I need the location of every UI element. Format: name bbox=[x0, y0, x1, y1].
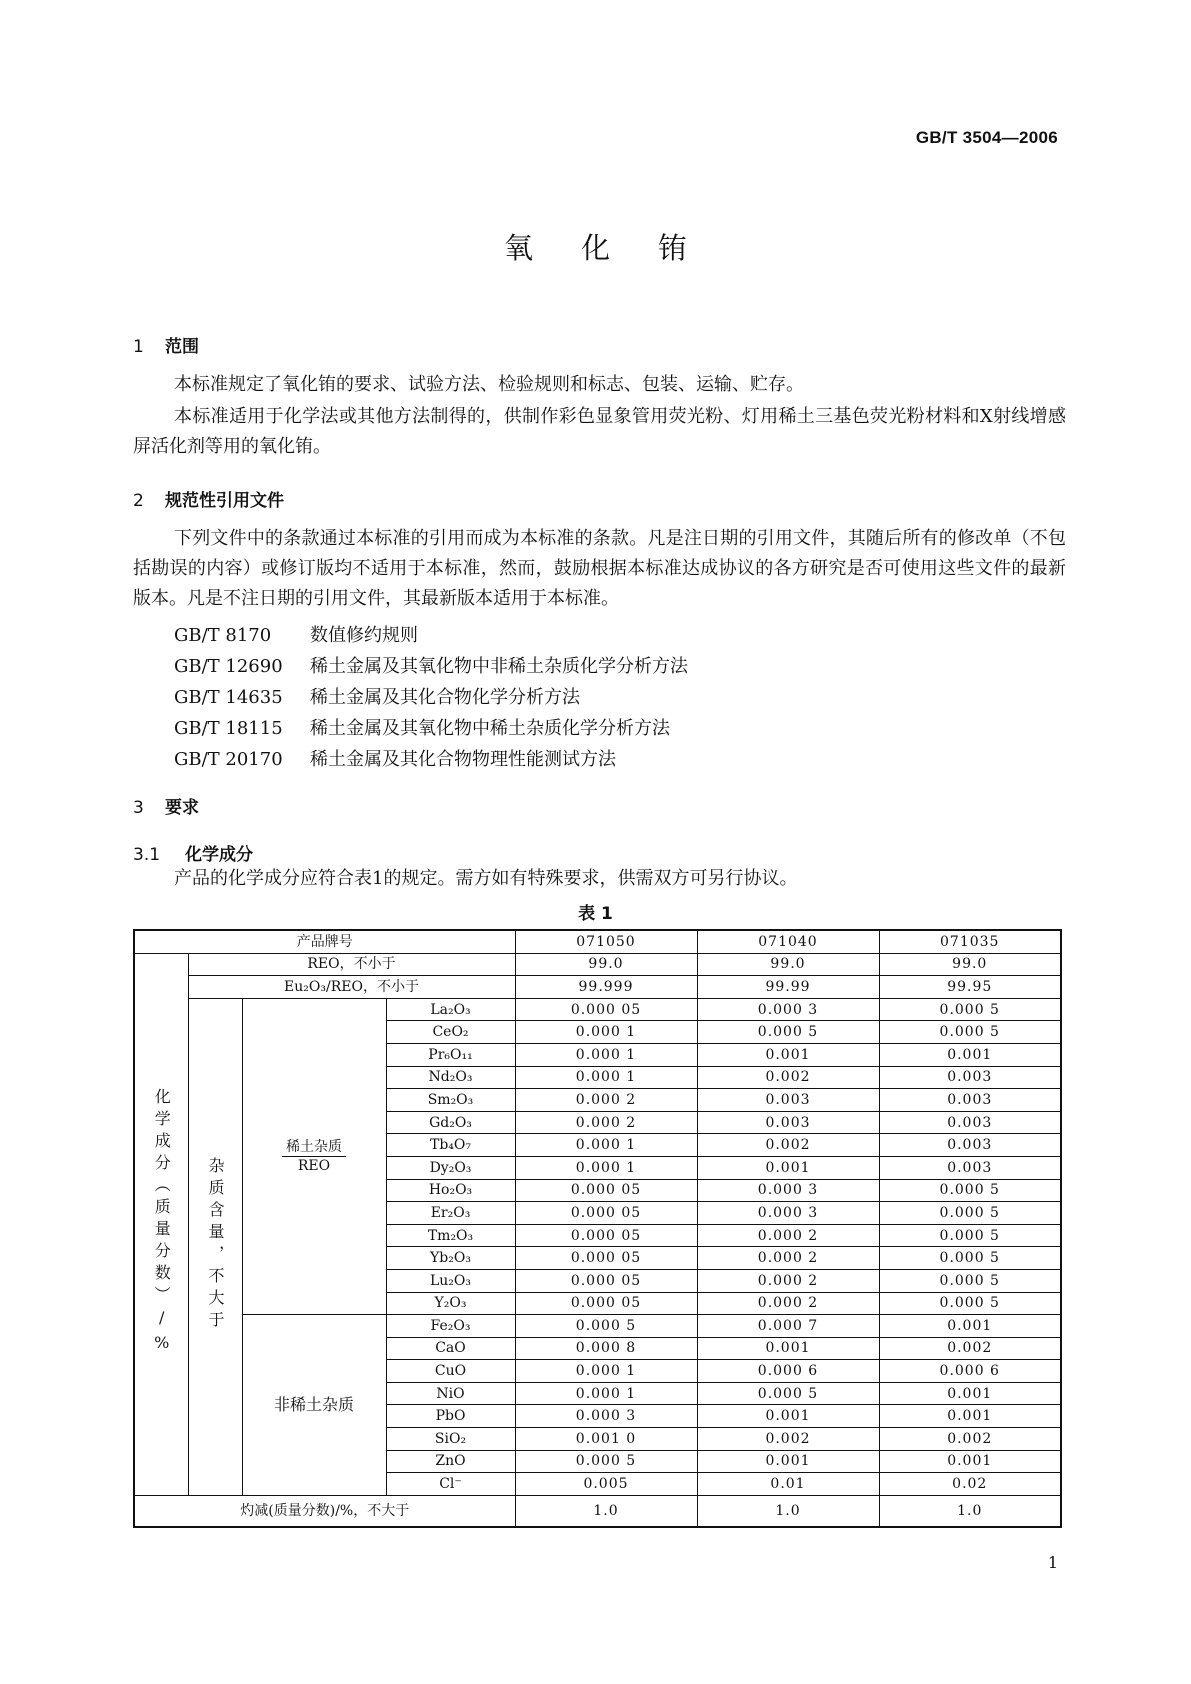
reference-name: 稀土金属及其化合物化学分析方法 bbox=[310, 687, 580, 708]
component-name: Pr₆O₁₁ bbox=[386, 1043, 515, 1066]
reference-item bbox=[174, 714, 670, 740]
row-label: 灼减(质量分数)/%，不大于 bbox=[134, 1495, 515, 1527]
section-title: 范围 bbox=[165, 337, 199, 357]
section-3-1-heading bbox=[133, 840, 253, 865]
table-cell: 0.000 1 bbox=[515, 1134, 697, 1157]
table-cell: 0.000 5 bbox=[879, 1292, 1061, 1315]
component-name: NiO bbox=[386, 1382, 515, 1405]
component-name: La₂O₃ bbox=[386, 998, 515, 1021]
grade-header: 071035 bbox=[879, 930, 1061, 953]
table-cell: 0.000 05 bbox=[515, 998, 697, 1021]
section-number: 3 bbox=[133, 798, 144, 818]
table-cell: 0.001 bbox=[879, 1405, 1061, 1428]
references-paragraph: 下列文件中的条款通过本标准的引用而成为本标准的条款。凡是注日期的引用文件，其随后所有的修改单（不包括勘误的内容）或修订版均不适用于本标准，然而，鼓励根据本标准达成协议的各方研究是否可使用这些文件的最新版本。凡是不注日期的引用文件，其最新版本适用于本标准。 bbox=[133, 528, 1066, 609]
component-name: Cl⁻ bbox=[386, 1473, 515, 1496]
component-name: Yb₂O₃ bbox=[386, 1247, 515, 1270]
grade-header: 071050 bbox=[515, 930, 697, 953]
table-cell: 0.000 05 bbox=[515, 1179, 697, 1202]
impurity-group-label bbox=[188, 998, 242, 1495]
brand-label: 产品牌号 bbox=[134, 930, 515, 953]
reference-name: 稀土金属及其化合物物理性能测试方法 bbox=[310, 749, 616, 770]
table-cell: 0.002 bbox=[697, 1428, 879, 1451]
table-cell: 0.001 bbox=[697, 1450, 879, 1473]
eu-formula: Eu₂O₃ bbox=[284, 978, 326, 995]
table-cell: 0.000 2 bbox=[697, 1292, 879, 1315]
table-cell: 0.02 bbox=[879, 1473, 1061, 1496]
component-name: Fe₂O₃ bbox=[386, 1315, 515, 1338]
table-cell: 99.99 bbox=[697, 976, 879, 999]
table-cell: 0.003 bbox=[697, 1089, 879, 1112]
row-label: REO，不小于 bbox=[188, 953, 515, 976]
component-name: CaO bbox=[386, 1337, 515, 1360]
component-name: CuO bbox=[386, 1360, 515, 1383]
table-caption: 表 1 bbox=[578, 904, 613, 924]
table-header-row bbox=[134, 930, 1061, 953]
table-cell: 0.003 bbox=[879, 1156, 1061, 1179]
chemical-composition-table bbox=[133, 929, 1062, 1528]
table-cell: 0.000 2 bbox=[515, 1111, 697, 1134]
table-cell: 0.000 3 bbox=[515, 1405, 697, 1428]
table-cell: 0.000 1 bbox=[515, 1156, 697, 1179]
table-row bbox=[134, 1315, 1061, 1338]
table-cell: 0.000 1 bbox=[515, 1043, 697, 1066]
non-rare-earth-impurity-label: 非稀土杂质 bbox=[242, 1315, 386, 1496]
reference-name: 稀土金属及其氧化物中非稀土杂质化学分析方法 bbox=[310, 656, 688, 677]
table-cell: 0.000 1 bbox=[515, 1066, 697, 1089]
chemical-composition-paragraph: 产品的化学成分应符合表1的规定。需方如有特殊要求，供需双方可另行协议。 bbox=[174, 868, 798, 889]
reference-code: GB/T 14635 bbox=[174, 687, 283, 708]
section-number: 1 bbox=[133, 337, 144, 357]
section-2-heading bbox=[133, 486, 284, 511]
table-cell: 0.01 bbox=[697, 1473, 879, 1496]
component-name: Tm₂O₃ bbox=[386, 1224, 515, 1247]
table-cell: 0.000 2 bbox=[697, 1247, 879, 1270]
table-cell: 0.005 bbox=[515, 1473, 697, 1496]
table-cell: 1.0 bbox=[879, 1495, 1061, 1527]
table-cell: 0.000 5 bbox=[515, 1450, 697, 1473]
composition-group-label bbox=[134, 953, 188, 1495]
table-cell: 0.000 5 bbox=[879, 1224, 1061, 1247]
table-cell: 0.001 bbox=[697, 1156, 879, 1179]
reference-item bbox=[174, 652, 688, 678]
table-cell: 0.000 05 bbox=[515, 1224, 697, 1247]
table-cell: 0.000 6 bbox=[879, 1360, 1061, 1383]
scope-paragraph-1: 本标准规定了氧化铕的要求、试验方法、检验规则和标志、包装、运输、贮存。 bbox=[174, 374, 804, 395]
table-row bbox=[134, 998, 1061, 1021]
table-cell: 0.000 1 bbox=[515, 1382, 697, 1405]
reference-code: GB/T 8170 bbox=[174, 625, 272, 646]
table-cell: 0.003 bbox=[879, 1111, 1061, 1134]
table-cell: 0.002 bbox=[697, 1066, 879, 1089]
table-cell: 0.000 5 bbox=[515, 1315, 697, 1338]
table-cell: 0.001 bbox=[879, 1450, 1061, 1473]
component-name: PbO bbox=[386, 1405, 515, 1428]
table-cell: 0.000 7 bbox=[697, 1315, 879, 1338]
section-title: 要求 bbox=[165, 798, 199, 818]
table-cell: 0.001 bbox=[879, 1315, 1061, 1338]
reference-item bbox=[174, 621, 418, 647]
table-cell: 0.000 5 bbox=[879, 1247, 1061, 1270]
section-title: 规范性引用文件 bbox=[165, 491, 284, 511]
document-title: 氧化铕 bbox=[503, 231, 735, 265]
table-cell: 0.000 3 bbox=[697, 1179, 879, 1202]
fraction-numerator: 稀土杂质 bbox=[282, 1140, 346, 1157]
table-cell: 0.003 bbox=[697, 1111, 879, 1134]
table-cell: 0.000 5 bbox=[879, 1269, 1061, 1292]
table-cell: 99.0 bbox=[515, 953, 697, 976]
section-number: 2 bbox=[133, 491, 144, 511]
table-cell: 0.001 0 bbox=[515, 1428, 697, 1451]
table-row bbox=[134, 953, 1061, 976]
component-name: Y₂O₃ bbox=[386, 1292, 515, 1315]
table-cell: 0.000 5 bbox=[879, 1021, 1061, 1044]
rare-earth-impurity-label bbox=[242, 998, 386, 1314]
component-name: CeO₂ bbox=[386, 1021, 515, 1044]
reference-code: GB/T 12690 bbox=[174, 656, 283, 677]
table-cell: 0.000 5 bbox=[879, 1179, 1061, 1202]
table-cell: 0.002 bbox=[697, 1134, 879, 1157]
reference-name: 稀土金属及其氧化物中稀土杂质化学分析方法 bbox=[310, 718, 670, 739]
table-cell: 0.002 bbox=[879, 1428, 1061, 1451]
table-cell: 0.000 5 bbox=[879, 1202, 1061, 1225]
fraction-denominator: REO bbox=[297, 1157, 331, 1174]
section-1-heading bbox=[133, 332, 199, 357]
table-cell: 0.001 bbox=[697, 1337, 879, 1360]
table-cell: 0.000 5 bbox=[697, 1382, 879, 1405]
table-cell: 0.003 bbox=[879, 1066, 1061, 1089]
component-name: Gd₂O₃ bbox=[386, 1111, 515, 1134]
table-cell: 0.000 2 bbox=[697, 1269, 879, 1292]
reference-name: 数值修约规则 bbox=[310, 625, 418, 646]
reference-code: GB/T 18115 bbox=[174, 718, 283, 739]
table-cell: 0.000 05 bbox=[515, 1202, 697, 1225]
grade-header: 071040 bbox=[697, 930, 879, 953]
scope-paragraph-2: 本标准适用于化学法或其他方法制得的，供制作彩色显象管用荧光粉、灯用稀土三基色荧光粉材料和X射线增感屏活化剂等用的氧化铕。 bbox=[133, 406, 1066, 457]
table-cell: 1.0 bbox=[697, 1495, 879, 1527]
table-cell: 0.000 1 bbox=[515, 1021, 697, 1044]
standard-code: GB/T 3504—2006 bbox=[915, 128, 1058, 147]
table-cell: 0.000 2 bbox=[515, 1089, 697, 1112]
component-name: Ho₂O₃ bbox=[386, 1179, 515, 1202]
composition-group-text: 化学成分（质量分数）/% bbox=[152, 1087, 172, 1358]
table-cell: 0.001 bbox=[879, 1043, 1061, 1066]
table-row bbox=[134, 976, 1061, 999]
reference-item bbox=[174, 683, 580, 709]
row-label bbox=[188, 976, 515, 999]
table-cell: 0.000 2 bbox=[697, 1224, 879, 1247]
section-number: 3.1 bbox=[133, 845, 161, 865]
component-name: Nd₂O₃ bbox=[386, 1066, 515, 1089]
table-row bbox=[134, 1495, 1061, 1527]
table-cell: 0.000 5 bbox=[697, 1021, 879, 1044]
reference-item bbox=[174, 745, 616, 771]
table-cell: 99.0 bbox=[697, 953, 879, 976]
table-cell: 0.000 1 bbox=[515, 1360, 697, 1383]
table-cell: 0.000 8 bbox=[515, 1337, 697, 1360]
component-name: Er₂O₃ bbox=[386, 1202, 515, 1225]
table-cell: 1.0 bbox=[515, 1495, 697, 1527]
component-name: SiO₂ bbox=[386, 1428, 515, 1451]
table-cell: 0.003 bbox=[879, 1134, 1061, 1157]
page-number: 1 bbox=[1047, 1553, 1058, 1572]
table-cell: 99.0 bbox=[879, 953, 1061, 976]
table-cell: 99.95 bbox=[879, 976, 1061, 999]
table-cell: 0.000 05 bbox=[515, 1292, 697, 1315]
table-cell: 0.002 bbox=[879, 1337, 1061, 1360]
component-name: ZnO bbox=[386, 1450, 515, 1473]
table-cell: 0.001 bbox=[879, 1382, 1061, 1405]
table-cell: 0.000 05 bbox=[515, 1247, 697, 1270]
component-name: Dy₂O₃ bbox=[386, 1156, 515, 1179]
table-cell: 0.000 3 bbox=[697, 1202, 879, 1225]
table-cell: 0.000 5 bbox=[879, 998, 1061, 1021]
table-cell: 99.999 bbox=[515, 976, 697, 999]
rare-earth-fraction bbox=[282, 1140, 346, 1173]
section-3-heading bbox=[133, 793, 199, 818]
table-cell: 0.003 bbox=[879, 1089, 1061, 1112]
table-cell: 0.000 05 bbox=[515, 1269, 697, 1292]
table-cell: 0.000 6 bbox=[697, 1360, 879, 1383]
table-cell: 0.001 bbox=[697, 1405, 879, 1428]
component-name: Tb₄O₇ bbox=[386, 1134, 515, 1157]
component-name: Sm₂O₃ bbox=[386, 1089, 515, 1112]
section-title: 化学成分 bbox=[185, 845, 253, 865]
eu-label-rest: /REO，不小于 bbox=[325, 978, 419, 995]
reference-code: GB/T 20170 bbox=[174, 749, 283, 770]
table-cell: 0.000 3 bbox=[697, 998, 879, 1021]
impurity-group-text: 杂质含量，不大于 bbox=[206, 1157, 225, 1334]
table-cell: 0.001 bbox=[697, 1043, 879, 1066]
component-name: Lu₂O₃ bbox=[386, 1269, 515, 1292]
